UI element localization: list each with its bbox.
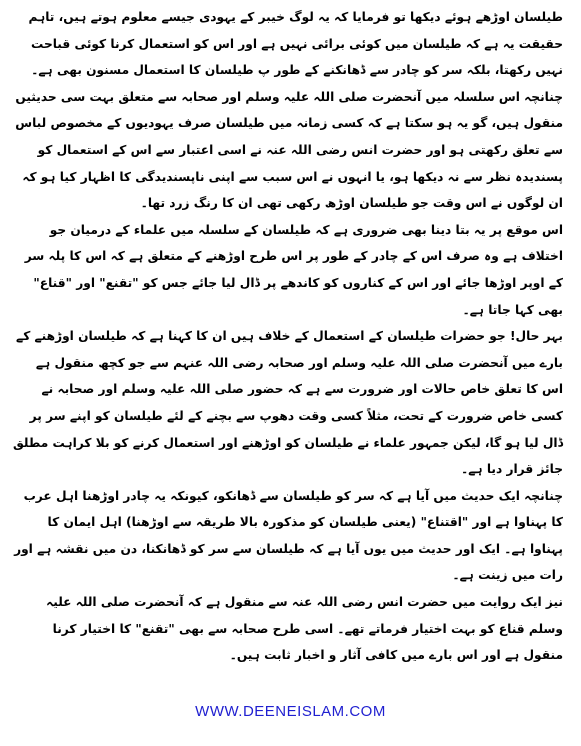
paragraph-6: نیز ایک روایت میں حضرت انس رضی اللہ عنہ سے منقول ہے کہ آنحضرت صلی اللہ علیہ وسلم قناع کو بہت اختیار فرماتے تھے۔ اسی طرح صحابہ سے بھی "تقنع" کا اختیار کرنا منقول ہے اور اس بارے میں کافی آثار و اخبار ثابت ہیں۔: [46, 595, 563, 663]
paragraph-3: اس موقع پر یہ بتا دینا بھی ضروری ہے کہ طیلسان کے سلسلہ میں علماء کے درمیان جو اختلاف ہے وہ صرف اس کے چادر کے طور پر اس طرح اوڑھنے کے متعلق ہے کہ اس کا پلہ سر کے اوپر اوڑھا جائے اور اس کے کناروں کو کاندھے پر ڈال لیا جائے جس کو "تقنع" اور "قناع" بھی کہا جاتا ہے۔: [24, 222, 563, 317]
paragraph-4: بہر حال! جو حضرات طیلسان کے استعمال کے خلاف ہیں ان کا کہنا ہے کہ طیلسان اوڑھنے کے بارے میں آنحضرت صلی اللہ علیہ وسلم اور صحابہ رضی اللہ عنہم سے جو کچھ منقول ہے اس کا تعلق خاص حالات اور ضرورت سے ہے کہ حضور صلی اللہ علیہ وسلم اور صحابہ نے کسی خاص ضرورت کے تحت، مثلاً کسی وقت دھوپ سے بچنے کے لئے طیلسان کو اپنے سر پر ڈال لیا ہو گا، لیکن جمہور علماء نے طیلسان کو اوڑھنے اور استعمال کرنے کو بلا کراہت مطلق جائز قرار دیا ہے۔: [12, 329, 563, 477]
paragraph-5: چنانچہ ایک حدیث میں آیا ہے کہ سر کو طیلسان سے ڈھانکو، کیونکہ یہ چادر اوڑھنا اہل عرب کا پہناوا ہے اور "اقتناع" (یعنی طیلسان کو مذکورہ بالا طریقہ سے اوڑھنا) اہل ایمان کا پہناوا ہے۔ ایک اور حدیث میں یوں آیا ہے کہ طیلسان سے سر کو ڈھانکنا، دن میں نقشہ ہے اور رات میں زینت ہے۔: [14, 488, 563, 583]
paragraph-1: طیلسان اوڑھے ہوئے دیکھا تو فرمایا کہ یہ لوگ خیبر کے یہودی جیسے معلوم ہوتے ہیں، تاہم حقیقت یہ ہے کہ طیلسان میں کوئی برائی نہیں ہے اور اس کو استعمال کرنا کوئی قباحت نہیں رکھتا، بلکہ سر کو چادر سے ڈھانکنے کے طور پ طیلسان کا استعمال مسنون بھی ہے۔: [28, 10, 563, 78]
paragraph-2: چنانچہ اس سلسلہ میں آنحضرت صلی اللہ علیہ وسلم اور صحابہ سے متعلق بہت سی حدیثیں منقول ہیں، گو یہ ہو سکتا ہے کہ کسی زمانہ میں طیلسان صرف یہودیوں کے مخصوص لباس سے تعلق رکھتی ہو اور حضرت انس رضی اللہ عنہ نے اسی اعتبار سے اس کے استعمال کو پسندیدہ نظر سے نہ دیکھا ہو، یا انہوں نے اس سبب سے اپنی ناپسندیدگی کا اظہار کیا ہو کہ ان لوگوں نے اس وقت جو طیلسان اوڑھ رکھی تھی ان کا رنگ زرد تھا۔: [15, 89, 563, 211]
article-body: [12, 4, 563, 669]
footer-website-link[interactable]: WWW.DEENEISLAM.COM: [195, 703, 386, 720]
